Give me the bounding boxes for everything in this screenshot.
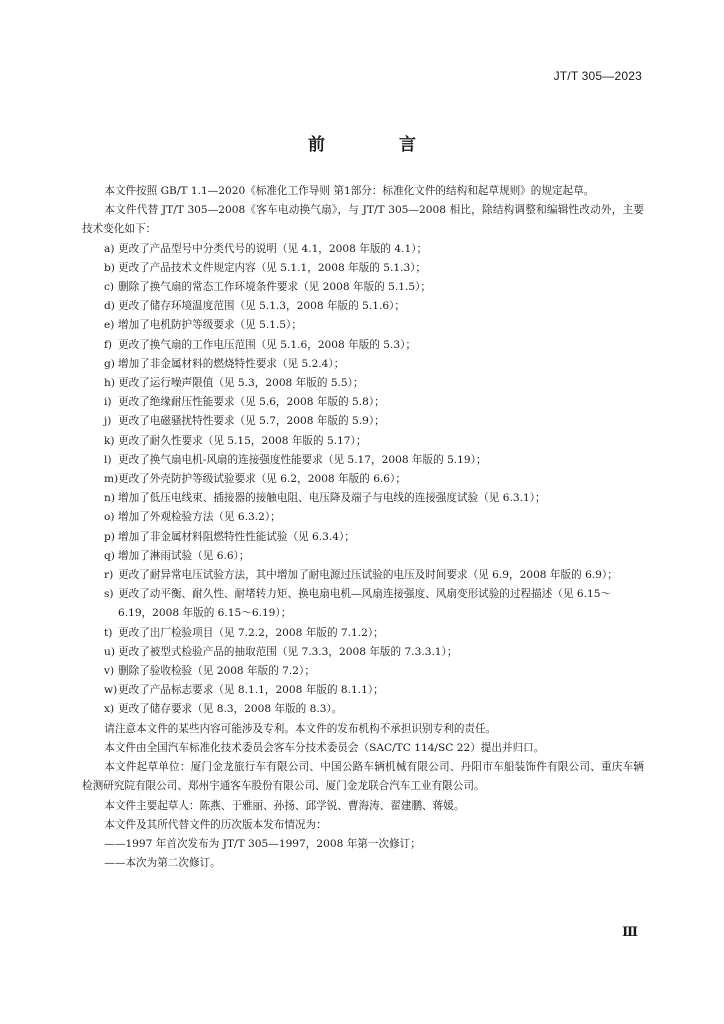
change-list-item bbox=[82, 489, 644, 508]
change-list-item bbox=[82, 566, 644, 585]
change-list-item bbox=[82, 336, 644, 355]
change-list-item bbox=[82, 662, 644, 681]
page-number: Ⅲ bbox=[622, 925, 638, 940]
change-list-item bbox=[82, 278, 644, 297]
closing-paragraph: 本文件主要起草人：陈燕、于雅丽、孙扬、邱学锐、曹海涛、翟建鹏、蒋媛。 bbox=[104, 799, 465, 812]
list-item-text: 更改了耐异常电压试验方法，其中增加了耐电源过压试验的电压及时间要求（见 6.9，2008 年版的 6.9）； bbox=[118, 569, 618, 582]
list-item-text: 更改了被型式检验产品的抽取范围（见 7.3.3，2008 年版的 7.3.3.1）； bbox=[118, 645, 458, 658]
change-list-item bbox=[82, 393, 644, 412]
closing-paragraph: 本文件起草单位：厦门金龙旅行车有限公司、中国公路车辆机械有限公司、丹阳市车船装饰件有限公司、重庆车辆检测研究院有限公司、郑州宇通客车股份有限公司、厦门金龙联合汽车工业有限公司。 bbox=[82, 761, 644, 793]
change-list-item bbox=[82, 451, 644, 470]
list-marker: j) bbox=[104, 415, 112, 428]
changes-list bbox=[82, 240, 644, 720]
closing-paragraph: 请注意本文件的某些内容可能涉及专利。本文件的发布机构不承担识别专利的责任。 bbox=[104, 722, 497, 735]
change-list-item bbox=[82, 585, 644, 623]
list-item-text: 更改了储存要求（见 8.3，2008 年版的 8.3）。 bbox=[118, 703, 343, 716]
change-list-item bbox=[82, 681, 644, 700]
list-item-text: 更改了储存环境温度范围（见 5.1.3，2008 年版的 5.1.6）； bbox=[118, 300, 405, 313]
list-item-text: 增加了低压电线束、插接器的接触电阻、电压降及端子与电线的连接强度试验（见 6.3.1）； bbox=[118, 492, 546, 505]
list-item-text: 更改了绝缘耐压性能要求（见 5.6，2008 年版的 5.8）； bbox=[118, 396, 385, 409]
list-item-text: 更改了出厂检验项目（见 7.2.2，2008 年版的 7.1.2）； bbox=[118, 626, 384, 639]
change-list-item bbox=[82, 643, 644, 662]
list-marker: r) bbox=[104, 569, 114, 582]
list-marker: a) bbox=[104, 242, 115, 255]
list-item-text: 增加了淋雨试验（见 6.6）； bbox=[118, 549, 250, 562]
list-item-text: 更改了换气扇电机-风扇的连接强度性能要求（见 5.17，2008 年版的 5.19）； bbox=[118, 453, 487, 466]
change-list-item bbox=[82, 528, 644, 547]
list-marker: w) bbox=[104, 684, 118, 697]
closing-paragraph: 本文件及其所代替文件的历次版本发布情况为： bbox=[104, 818, 327, 831]
list-item-text: 删除了验收检验（见 2008 年版的 7.2）； bbox=[118, 665, 315, 678]
history-item: ——本次为第二次修订。 bbox=[104, 857, 221, 870]
list-marker: q) bbox=[104, 549, 115, 562]
list-marker: u) bbox=[104, 645, 115, 658]
list-marker: f) bbox=[104, 338, 113, 351]
change-list-item bbox=[82, 470, 644, 489]
list-item-text: 增加了非金属材料阻燃特性性能试验（见 6.3.4）； bbox=[118, 530, 355, 543]
list-marker: i) bbox=[104, 396, 112, 409]
list-item-text: 更改了外壳防护等级试验要求（见 6.2，2008 年版的 6.6）； bbox=[118, 473, 406, 486]
list-marker: c) bbox=[104, 281, 115, 294]
change-list-item bbox=[82, 374, 644, 393]
change-list-item bbox=[82, 316, 644, 335]
list-item-text: 增加了非金属材料的燃烧特性要求（见 5.2.4）； bbox=[118, 357, 345, 370]
change-list-item bbox=[82, 624, 644, 643]
change-list-item bbox=[82, 700, 644, 719]
change-list-item bbox=[82, 432, 644, 451]
change-list-item bbox=[82, 547, 644, 566]
list-item-text: 删除了换气扇的常态工作环境条件要求（见 2008 年版的 5.1.5）； bbox=[118, 281, 431, 294]
list-item-text: 更改了换气扇的工作电压范围（见 5.1.6，2008 年版的 5.3）； bbox=[118, 338, 417, 351]
change-list-item bbox=[82, 259, 644, 278]
list-marker: g) bbox=[104, 357, 115, 370]
change-list-item bbox=[82, 508, 644, 527]
list-item-text: 更改了动平衡、耐久性、耐堵转力矩、换电扇电机—风扇连接强度、风扇变形试验的过程描述（见 6.15～6.19，2008 年版的 6.15～6.19）； bbox=[118, 588, 612, 620]
list-item-text: 更改了电磁骚扰特性要求（见 5.7，2008 年版的 5.9）； bbox=[118, 415, 385, 428]
list-marker: x) bbox=[104, 703, 115, 716]
list-marker: m) bbox=[104, 473, 119, 486]
list-marker: d) bbox=[104, 300, 115, 313]
list-marker: v) bbox=[104, 665, 115, 678]
list-marker: b) bbox=[104, 261, 115, 274]
list-marker: s) bbox=[104, 588, 114, 601]
list-marker: p) bbox=[104, 530, 115, 543]
list-marker: t) bbox=[104, 626, 113, 639]
intro-paragraph: 本文件代替 JT/T 305—2008《客车电动换气扇》，与 JT/T 305—2008 相比，除结构调整和编辑性改动外，主要技术变化如下： bbox=[82, 204, 644, 236]
change-list-item bbox=[82, 240, 644, 259]
list-marker: n) bbox=[104, 492, 115, 505]
list-item-text: 增加了外观检验方法（见 6.3.2）； bbox=[118, 511, 281, 524]
list-item-text: 增加了电机防护等级要求（见 5.1.5）； bbox=[118, 319, 302, 332]
list-item-text: 更改了产品标志要求（见 8.1.1，2008 年版的 8.1.1）； bbox=[118, 684, 384, 697]
list-marker: o) bbox=[104, 511, 115, 524]
document-code: JT/T 305—2023 bbox=[553, 69, 642, 83]
list-marker: l) bbox=[104, 453, 112, 466]
change-list-item bbox=[82, 412, 644, 431]
change-list-item bbox=[82, 297, 644, 316]
list-item-text: 更改了产品型号中分类代号的说明（见 4.1，2008 年版的 4.1）； bbox=[118, 242, 428, 255]
list-item-text: 更改了产品技术文件规定内容（见 5.1.1，2008 年版的 5.1.3）； bbox=[118, 261, 427, 274]
list-marker: h) bbox=[104, 377, 115, 390]
intro-paragraph: 本文件按照 GB/T 1.1—2020《标准化工作导则 第1部分：标准化文件的结构和起草规则》的规定起草。 bbox=[104, 185, 595, 197]
list-marker: k) bbox=[104, 434, 115, 447]
change-list-item bbox=[82, 355, 644, 374]
history-item: ——1997 年首次发布为 JT/T 305—1997，2008 年第一次修订； bbox=[104, 837, 421, 850]
list-item-text: 更改了耐久性要求（见 5.15，2008 年版的 5.17）； bbox=[118, 434, 367, 447]
list-item-text: 更改了运行噪声限值（见 5.3，2008 年版的 5.5）； bbox=[118, 377, 364, 390]
list-marker: e) bbox=[104, 319, 115, 332]
foreword-body bbox=[82, 182, 644, 873]
page-title: 前 言 bbox=[308, 135, 450, 155]
closing-paragraph: 本文件由全国汽车标准化技术委员会客车分技术委员会（SAC/TC 114/SC 22）提出并归口。 bbox=[104, 741, 545, 754]
